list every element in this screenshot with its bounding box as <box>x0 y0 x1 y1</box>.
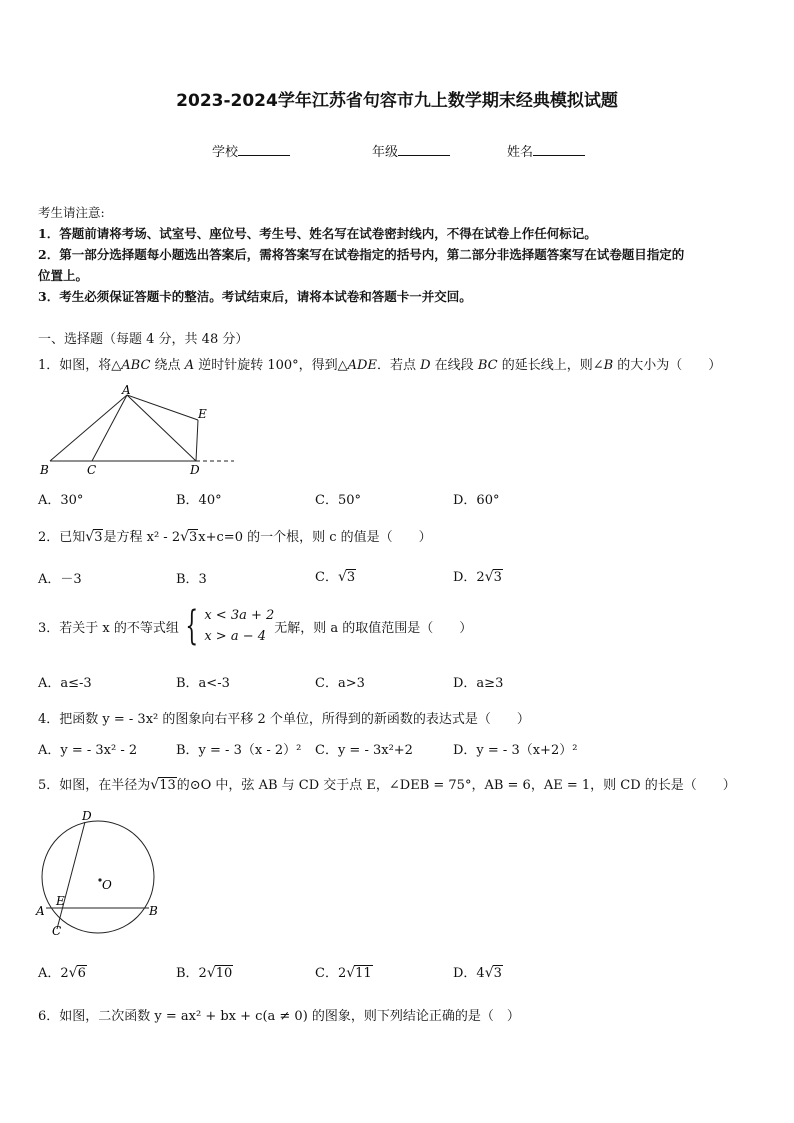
q1-option-a[interactable]: A．30° <box>38 493 84 508</box>
question-4: 4．把函数 y = - 3x² 的图象向右平移 2 个单位，所得到的新函数的表达式是（ ） <box>38 712 530 727</box>
q1-var: ABC <box>121 358 151 373</box>
q5-text: 的⊙O 中，弦 AB 与 CD 交于点 E，∠DEB = 75°，AB = 6，AE = 1，则 CD 的长是（ ） <box>176 778 736 793</box>
section-heading: 一、选择题（每题 4 分，共 48 分） <box>38 332 249 347</box>
question-5 <box>38 774 736 793</box>
brace-icon: { <box>185 603 198 649</box>
notice-item-2-cont: 位置上。 <box>38 268 89 283</box>
q4-option-a[interactable]: A．y = - 3x² - 2 <box>38 743 138 758</box>
q3-option-a[interactable]: A．a≤-3 <box>38 676 92 691</box>
q5-option-b[interactable] <box>176 962 233 981</box>
q3-option-b[interactable]: B．a<-3 <box>176 676 230 691</box>
q5-radicand: 13 <box>159 778 176 793</box>
q5-option-d[interactable] <box>453 962 503 981</box>
q2-option-d-radicand: 3 <box>493 570 502 585</box>
grade-field <box>372 141 450 160</box>
notice-item-1: 1．答题前请将考场、试室号、座位号、考生号、姓名写在试卷密封线内，不得在试卷上作任何标记。 <box>38 226 597 241</box>
q2-option-c-radicand: 3 <box>346 570 356 585</box>
radical-sign: √ <box>180 529 190 545</box>
grade-blank[interactable] <box>398 143 450 156</box>
q1-segment-ab <box>50 395 127 461</box>
q1-text: ．若点 <box>376 358 421 373</box>
q5-label-b: B <box>149 904 158 918</box>
q2-text: x+c=0 的一个根，则 c 的值是（ ） <box>198 530 432 545</box>
q1-text: 逆时针旋转 100°，得到△ <box>194 358 348 373</box>
q4-option-b[interactable]: B．y = - 3（x - 2）² <box>176 743 302 758</box>
q4-option-c[interactable]: C．y = - 3x²+2 <box>315 743 413 758</box>
q1-segment-ac <box>92 395 127 461</box>
q1-text: 的延长线上，则∠ <box>497 358 604 373</box>
q1-text: 的大小为（ ） <box>613 358 722 373</box>
q1-var: A <box>184 358 195 373</box>
inequality-system <box>179 605 274 647</box>
q5-option-a-label: A．2 <box>38 966 69 981</box>
q2-option-d[interactable] <box>453 566 503 585</box>
q1-label-b: B <box>40 463 49 477</box>
q5-label-c: C <box>52 924 62 938</box>
q2-option-a[interactable]: A．－3 <box>38 572 82 587</box>
q2-option-d-label: D．2 <box>453 570 485 585</box>
q5-figure <box>34 808 164 938</box>
circle-o <box>42 821 154 933</box>
q5-label-d: D <box>82 809 92 823</box>
q5-option-c-label: C．2 <box>315 966 347 981</box>
q1-segment-ed <box>196 420 198 461</box>
radical-sign: √ <box>85 529 95 545</box>
radical-sign: √ <box>68 965 78 981</box>
q2-option-c[interactable] <box>315 566 356 585</box>
q1-text: 1．如图，将△ <box>38 358 122 373</box>
q1-label-c: C <box>87 463 97 477</box>
q5-text: 5．如图，在半径为 <box>38 778 151 793</box>
q5-option-a-radicand: 6 <box>77 966 86 981</box>
q5-option-d-label: D．4 <box>453 966 485 981</box>
q5-label-a: A <box>36 904 45 918</box>
q3-option-c[interactable]: C．a>3 <box>315 676 365 691</box>
q5-option-d-radicand: 3 <box>493 966 502 981</box>
q1-segment-ad <box>127 395 196 461</box>
name-blank[interactable] <box>533 143 585 156</box>
q1-var: B <box>603 358 614 373</box>
q3-option-d[interactable]: D．a≥3 <box>453 676 504 691</box>
q1-option-b[interactable]: B．40° <box>176 493 222 508</box>
q5-label-e: E <box>56 894 65 908</box>
radical-sign: √ <box>484 965 494 981</box>
q3-text: 3．若关于 x 的不等式组 <box>38 620 179 636</box>
name-field <box>507 141 585 160</box>
q1-option-d[interactable]: D．60° <box>453 493 500 508</box>
inequality-line-2: x > a − 4 <box>204 629 266 644</box>
q2-option-b[interactable]: B．3 <box>176 572 207 587</box>
q5-option-a[interactable] <box>38 962 87 981</box>
q2-text: 2．已知 <box>38 530 86 545</box>
q4-option-d[interactable]: D．y = - 3（x+2）² <box>453 743 578 758</box>
q1-var: BC <box>477 358 498 373</box>
q1-text: 绕点 <box>150 358 185 373</box>
radical-sign: √ <box>484 569 494 585</box>
q1-option-c[interactable]: C．50° <box>315 493 361 508</box>
notice-item-3: 3．考生必须保证答题卡的整洁。考试结束后，请将本试卷和答题卡一并交回。 <box>38 289 472 304</box>
question-6: 6．如图，二次函数 y = ax² + bx + c(a ≠ 0) 的图象，则下列结论正确的是（ ） <box>38 1009 520 1024</box>
q3-text: 无解，则 a 的取值范围是（ ） <box>274 620 473 636</box>
page-title: 2023-2024学年江苏省句容市九上数学期末经典模拟试题 <box>176 91 618 111</box>
q1-label-e: E <box>198 407 207 421</box>
q5-option-b-radicand: 10 <box>215 966 233 981</box>
q5-option-c[interactable] <box>315 962 373 981</box>
q2-text: 是方程 x² - 2 <box>103 530 181 545</box>
radical-sign: √ <box>150 777 160 793</box>
question-3 <box>38 605 472 647</box>
q5-label-o: O <box>102 878 112 892</box>
radical-sign: √ <box>337 569 347 585</box>
school-blank[interactable] <box>238 143 290 156</box>
question-1 <box>38 354 721 373</box>
grade-label: 年级 <box>372 145 399 160</box>
notice-item-2: 2．第一部分选择题每小题选出答案后，需将答案写在试卷指定的括号内，第二部分非选择题答案写在试卷题目指定的 <box>38 247 685 262</box>
q1-figure <box>36 380 236 478</box>
q1-var: ADE <box>347 358 377 373</box>
q5-option-c-radicand: 11 <box>355 966 372 981</box>
q1-label-d: D <box>190 463 200 477</box>
school-field <box>212 141 290 160</box>
q2-radicand: 3 <box>189 530 198 545</box>
inequality-line-1: x < 3a + 2 <box>204 608 275 623</box>
radical-sign: √ <box>346 965 356 981</box>
q1-segment-ae <box>127 395 198 420</box>
school-label: 学校 <box>212 145 239 160</box>
q1-label-a: A <box>122 383 131 397</box>
q2-radicand: 3 <box>94 530 103 545</box>
chord-cd <box>57 822 85 929</box>
q5-option-b-label: B．2 <box>176 966 207 981</box>
notice-heading: 考生请注意: <box>38 205 105 220</box>
name-label: 姓名 <box>507 145 534 160</box>
q1-var: D <box>420 358 431 373</box>
question-2 <box>38 526 432 545</box>
q1-text: 在线段 <box>430 358 478 373</box>
q2-option-c-label: C． <box>315 570 338 585</box>
radical-sign: √ <box>206 965 216 981</box>
